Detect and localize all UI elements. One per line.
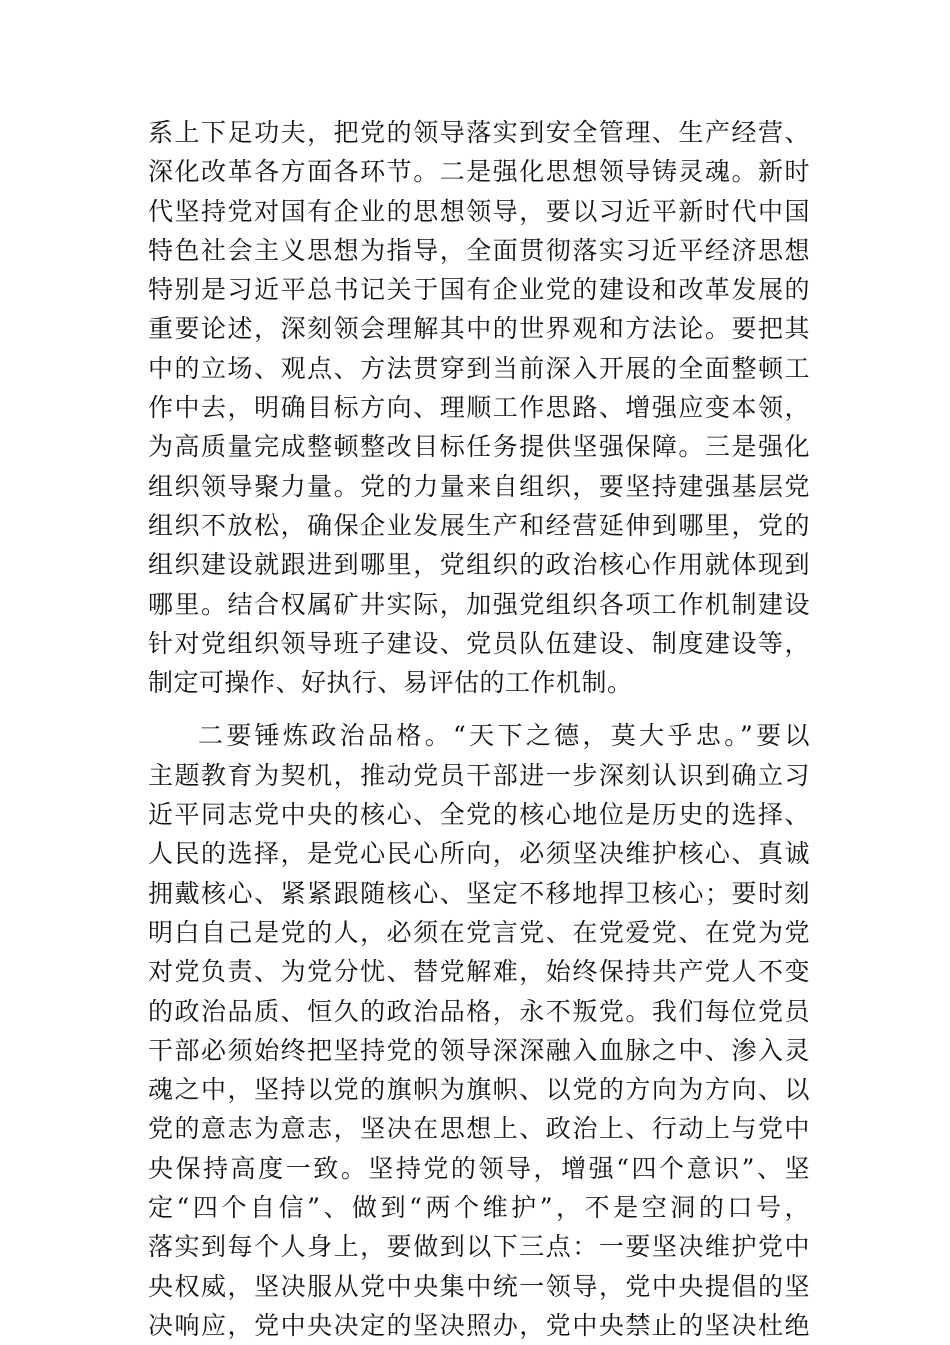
text-line: 主题教育为契机，推动党员干部进一步深刻认识到确立习	[148, 760, 810, 790]
text-line: 代坚持党对国有企业的思想领导，要以习近平新时代中国	[148, 196, 810, 226]
text-line: 的政治品质、恒久的政治品格，永不叛党。我们每位党员	[148, 996, 810, 1026]
text-line: 中的立场、观点、方法贯穿到当前深入开展的全面整顿工	[148, 353, 810, 383]
text-line: 作中去，明确目标方向、理顺工作思路、增强应变本领，	[148, 393, 810, 423]
text-line: 组织不放松，确保企业发展生产和经营延伸到哪里，党的	[148, 510, 810, 540]
text-line: 党的意志为意志，坚决在思想上、政治上、行动上与党中	[148, 1114, 810, 1144]
text-line: 决响应，党中央决定的坚决照办，党中央禁止的坚决杜绝	[148, 1310, 810, 1340]
text-line: 二要锤炼政治品格。“天下之德，莫大乎忠。”要以	[198, 721, 810, 751]
text-line: 央权威，坚决服从党中央集中统一领导，党中央提倡的坚	[148, 1271, 810, 1301]
text-line: 人民的选择，是党心民心所向，必须坚决维护核心、真诚	[148, 839, 810, 869]
paragraph-1	[148, 113, 810, 702]
text-line: 明白自己是党的人，必须在党言党、在党爱党、在党为党	[148, 917, 810, 947]
text-line: 干部必须始终把坚持党的领导深深融入血脉之中、渗入灵	[148, 1035, 810, 1065]
text-line: 落实到每个人身上，要做到以下三点：一要坚决维护党中	[148, 1232, 810, 1262]
text-line: 系上下足功夫，把党的领导落实到安全管理、生产经营、	[148, 118, 810, 147]
text-line: 为高质量完成整顿整改目标任务提供坚强保障。三是强化	[148, 432, 810, 462]
text-line: 针对党组织领导班子建设、党员队伍建设、制度建设等，	[148, 628, 810, 658]
paragraph-spacer	[148, 702, 810, 716]
text-line: 定“四个自信”、做到“两个维护”，不是空洞的口号，	[148, 1193, 810, 1223]
text-line: 近平同志党中央的核心、全党的核心地位是历史的选择、	[148, 800, 810, 830]
text-line: 特别是习近平总书记关于国有企业党的建设和改革发展的	[148, 275, 810, 305]
paragraph-2	[148, 716, 810, 1345]
text-line: 拥戴核心、紧紧跟随核心、坚定不移地捍卫核心；要时刻	[148, 878, 810, 908]
text-line: 深化改革各方面各环节。二是强化思想领导铸灵魂。新时	[148, 157, 810, 187]
document-body	[148, 113, 810, 1345]
text-line: 对党负责、为党分忧、替党解难，始终保持共产党人不变	[148, 957, 810, 987]
text-line: 制定可操作、好执行、易评估的工作机制。	[148, 668, 633, 698]
text-line: 重要论述，深刻领会理解其中的世界观和方法论。要把其	[148, 314, 810, 344]
text-line: 组织领导聚力量。党的力量来自组织，要坚持建强基层党	[148, 471, 810, 501]
text-line: 特色社会主义思想为指导，全面贯彻落实习近平经济思想	[148, 235, 810, 265]
text-line: 央保持高度一致。坚持党的领导，增强“四个意识”、坚	[148, 1153, 810, 1183]
text-line: 哪里。结合权属矿井实际，加强党组织各项工作机制建设	[148, 589, 810, 619]
text-line: 组织建设就跟进到哪里，党组织的政治核心作用就体现到	[148, 550, 810, 580]
text-line: 魂之中，坚持以党的旗帜为旗帜、以党的方向为方向、以	[148, 1075, 810, 1105]
